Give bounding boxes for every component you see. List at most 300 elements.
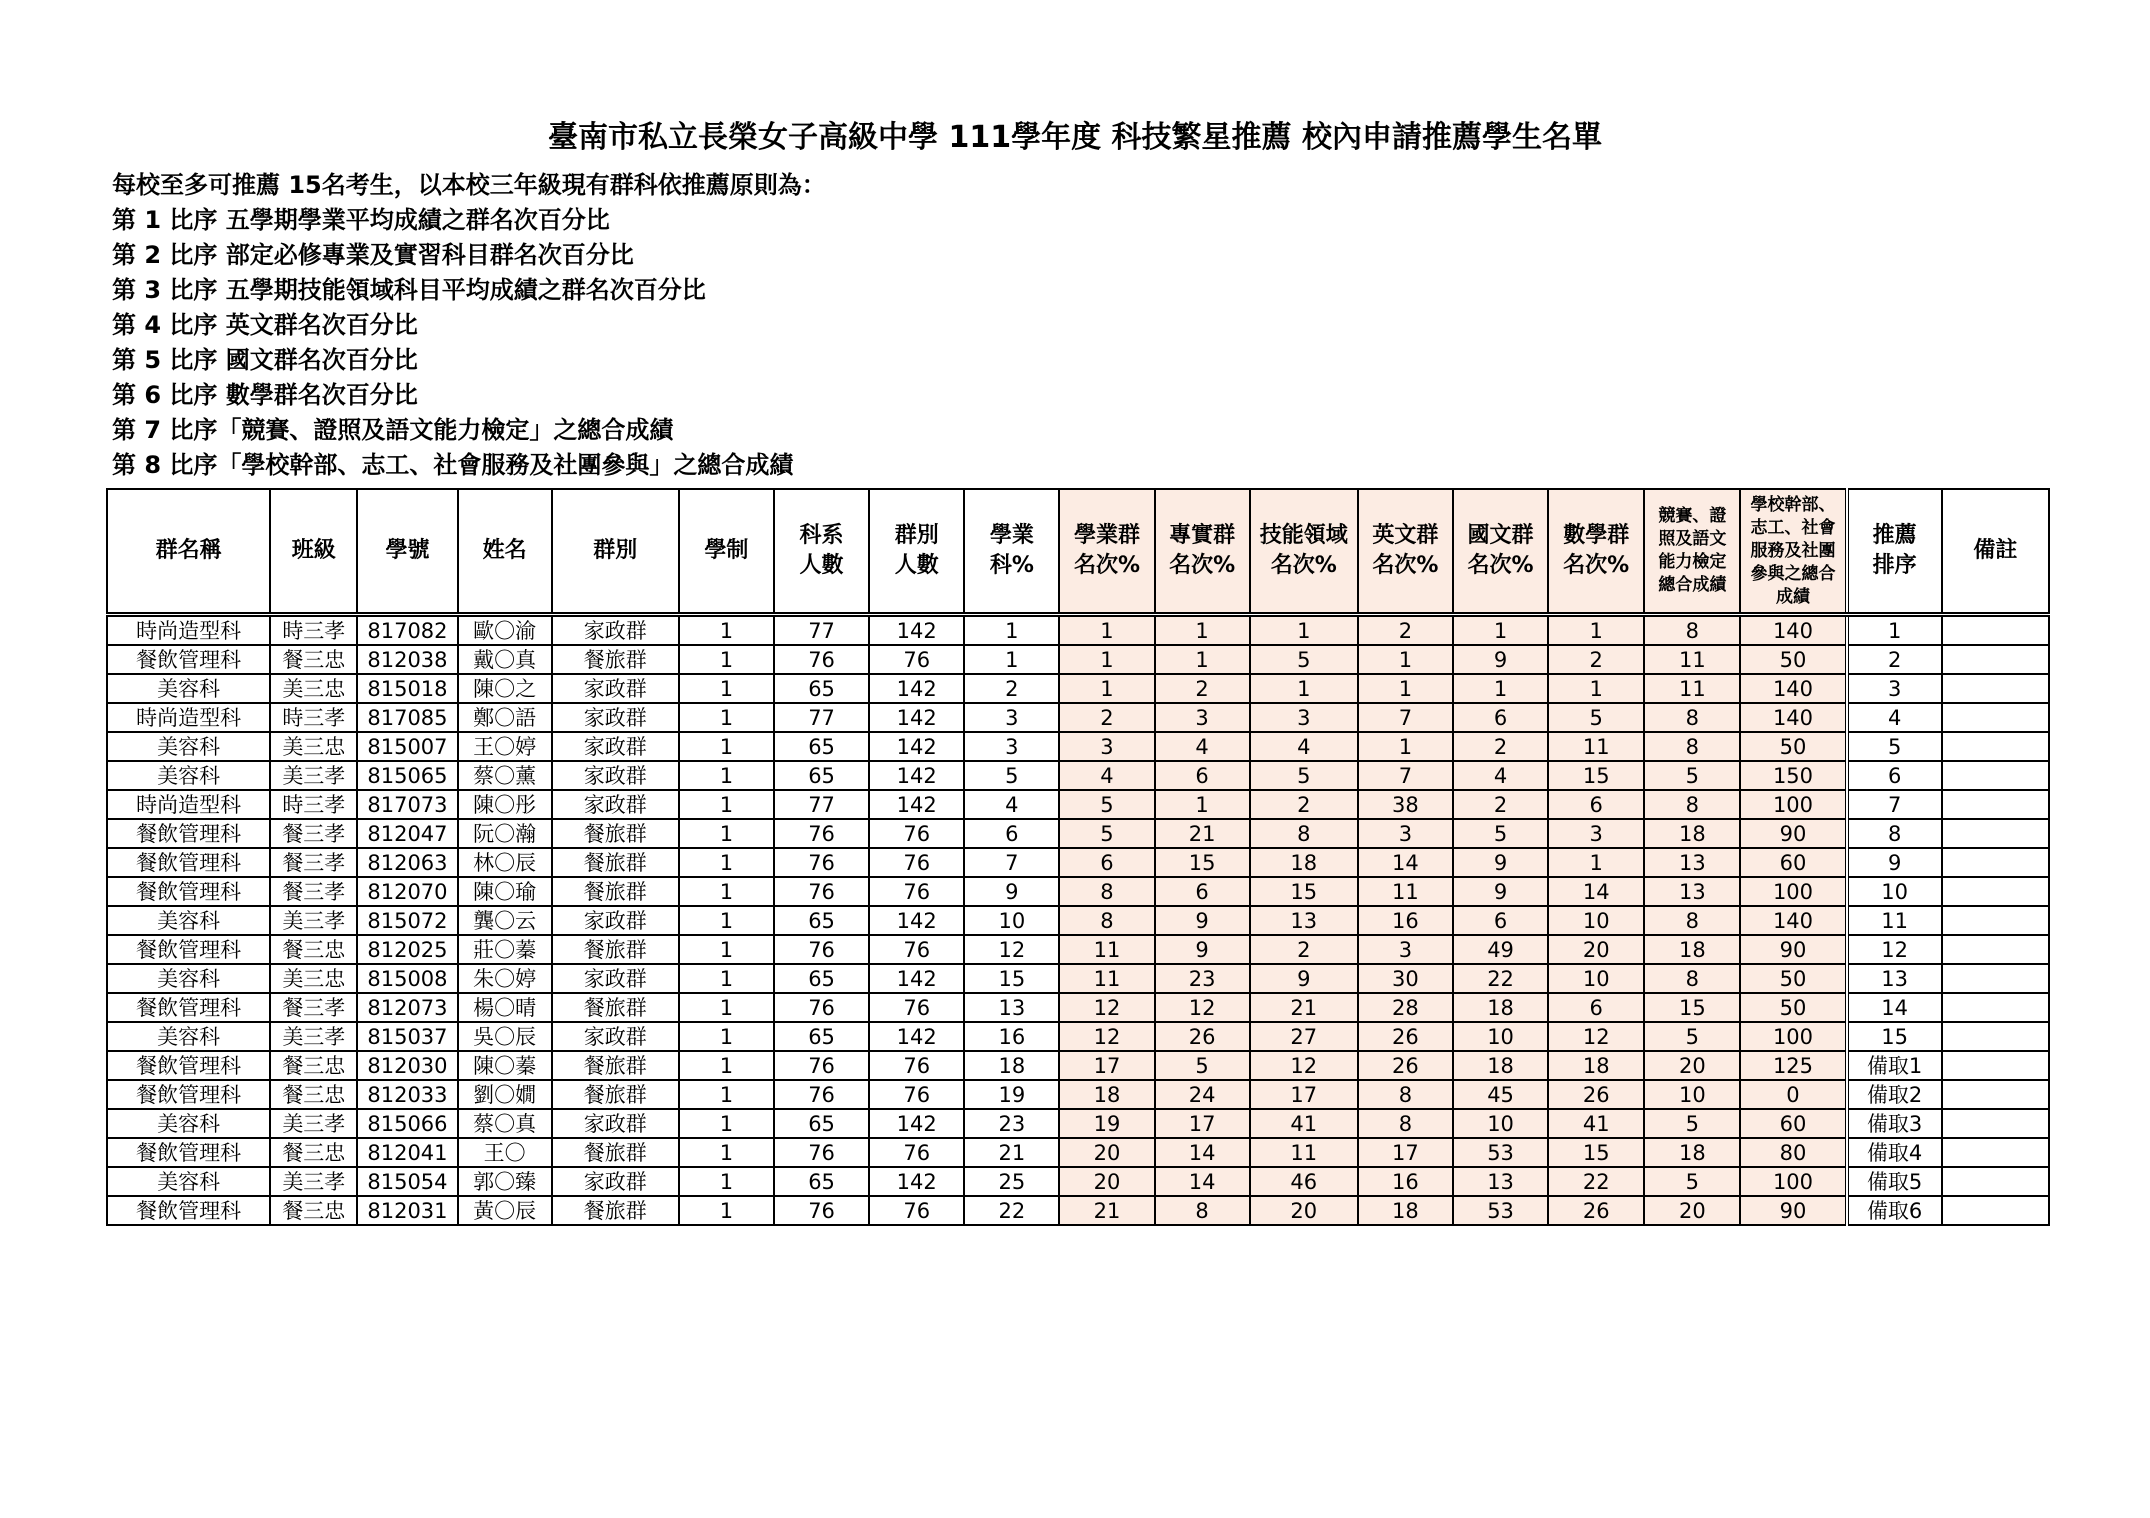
table-row xyxy=(107,1109,2049,1138)
table-cell: 45 xyxy=(1453,1080,1548,1109)
table-cell: 餐飲管理科 xyxy=(107,993,270,1022)
table-cell: 6 xyxy=(1059,848,1154,877)
table-cell: 18 xyxy=(1644,1138,1740,1167)
table-cell: 15 xyxy=(1644,993,1740,1022)
table-cell: 24 xyxy=(1155,1080,1250,1109)
table-cell: 100 xyxy=(1740,1167,1846,1196)
table-cell: 9 xyxy=(1155,935,1250,964)
table-cell: 142 xyxy=(869,1022,964,1051)
table-cell: 25 xyxy=(964,1167,1059,1196)
table-cell: 1 xyxy=(679,964,774,993)
table-cell: 美容科 xyxy=(107,1167,270,1196)
table-cell: 1 xyxy=(1847,615,1942,646)
table-cell: 美容科 xyxy=(107,732,270,761)
table-cell: 812038 xyxy=(357,645,457,674)
table-cell: 26 xyxy=(1548,1080,1644,1109)
table-cell: 50 xyxy=(1740,732,1846,761)
table-cell: 美容科 xyxy=(107,674,270,703)
table-cell: 2 xyxy=(964,674,1059,703)
table-cell: 76 xyxy=(869,645,964,674)
table-cell: 15 xyxy=(1548,761,1644,790)
table-cell: 4 xyxy=(1453,761,1548,790)
table-cell: 812030 xyxy=(357,1051,457,1080)
table-cell: 家政群 xyxy=(552,906,679,935)
table-cell: 1 xyxy=(1250,674,1358,703)
table-cell: 1 xyxy=(1250,615,1358,646)
table-cell: 30 xyxy=(1358,964,1453,993)
table-cell: 美容科 xyxy=(107,906,270,935)
table-cell: 18 xyxy=(1358,1196,1453,1225)
table-cell: 1 xyxy=(1358,732,1453,761)
table-cell: 125 xyxy=(1740,1051,1846,1080)
table-row xyxy=(107,645,2049,674)
table-cell: 楊〇晴 xyxy=(458,993,552,1022)
table-cell: 7 xyxy=(964,848,1059,877)
table-cell: 815007 xyxy=(357,732,457,761)
table-cell: 餐旅群 xyxy=(552,848,679,877)
table-cell: 19 xyxy=(1059,1109,1154,1138)
table-cell: 76 xyxy=(869,935,964,964)
table-cell: 12 xyxy=(1250,1051,1358,1080)
table-row xyxy=(107,761,2049,790)
table-row xyxy=(107,703,2049,732)
table-cell: 餐飲管理科 xyxy=(107,1051,270,1080)
table-cell: 6 xyxy=(1155,761,1250,790)
table-cell: 1 xyxy=(679,877,774,906)
table-cell: 38 xyxy=(1358,790,1453,819)
table-cell: 50 xyxy=(1740,964,1846,993)
table-cell: 18 xyxy=(1453,1051,1548,1080)
table-cell: 7 xyxy=(1358,703,1453,732)
column-header-17: 推薦 排序 xyxy=(1847,489,1942,615)
rule-2: 第 2 比序 部定必修專業及實習科目群名次百分比 xyxy=(112,241,634,269)
table-cell: 10 xyxy=(1453,1109,1548,1138)
table-cell: 13 xyxy=(1453,1167,1548,1196)
table-cell: 60 xyxy=(1740,1109,1846,1138)
table-cell: 100 xyxy=(1740,790,1846,819)
table-cell: 1 xyxy=(1059,645,1154,674)
table-cell: 陳〇彤 xyxy=(458,790,552,819)
table-cell: 8 xyxy=(1644,906,1740,935)
table-cell: 16 xyxy=(964,1022,1059,1051)
table-cell: 美容科 xyxy=(107,1109,270,1138)
table-cell: 65 xyxy=(774,732,869,761)
table-cell: 53 xyxy=(1453,1196,1548,1225)
table-row xyxy=(107,1167,2049,1196)
table-cell: 7 xyxy=(1358,761,1453,790)
table-cell: 餐旅群 xyxy=(552,993,679,1022)
table-cell: 1 xyxy=(679,615,774,646)
table-cell: 10 xyxy=(1453,1022,1548,1051)
table-cell: 餐旅群 xyxy=(552,935,679,964)
table-cell: 戴〇真 xyxy=(458,645,552,674)
column-header-18: 備註 xyxy=(1942,489,2049,615)
table-cell xyxy=(1942,645,2049,674)
table-cell: 16 xyxy=(1358,906,1453,935)
table-cell: 21 xyxy=(1250,993,1358,1022)
table-cell: 7 xyxy=(1847,790,1942,819)
table-cell: 10 xyxy=(1644,1080,1740,1109)
table-cell: 23 xyxy=(1155,964,1250,993)
table-cell: 76 xyxy=(869,1080,964,1109)
table-cell: 餐飲管理科 xyxy=(107,1138,270,1167)
table-cell: 餐旅群 xyxy=(552,1051,679,1080)
table-cell: 9 xyxy=(1155,906,1250,935)
table-cell: 76 xyxy=(774,1080,869,1109)
table-cell: 蔡〇真 xyxy=(458,1109,552,1138)
table-cell: 家政群 xyxy=(552,703,679,732)
column-header-3: 姓名 xyxy=(458,489,552,615)
table-cell: 林〇辰 xyxy=(458,848,552,877)
table-cell: 15 xyxy=(964,964,1059,993)
table-cell: 90 xyxy=(1740,819,1846,848)
table-cell: 0 xyxy=(1740,1080,1846,1109)
table-row xyxy=(107,1138,2049,1167)
table-cell: 備取1 xyxy=(1847,1051,1942,1080)
table-cell: 13 xyxy=(1644,877,1740,906)
student-table xyxy=(106,488,2050,1226)
table-cell: 3 xyxy=(1059,732,1154,761)
table-cell: 王〇 xyxy=(458,1138,552,1167)
table-cell: 1 xyxy=(679,1196,774,1225)
table-cell: 76 xyxy=(774,935,869,964)
table-cell: 142 xyxy=(869,703,964,732)
table-cell: 53 xyxy=(1453,1138,1548,1167)
table-cell: 140 xyxy=(1740,674,1846,703)
column-header-10: 專實群 名次% xyxy=(1155,489,1250,615)
table-cell: 2 xyxy=(1155,674,1250,703)
table-cell: 3 xyxy=(1250,703,1358,732)
table-cell: 6 xyxy=(1453,906,1548,935)
table-cell: 家政群 xyxy=(552,964,679,993)
table-cell: 家政群 xyxy=(552,761,679,790)
table-cell: 18 xyxy=(1548,1051,1644,1080)
table-cell: 18 xyxy=(964,1051,1059,1080)
table-cell: 劉〇嫺 xyxy=(458,1080,552,1109)
table-cell: 家政群 xyxy=(552,732,679,761)
table-cell: 6 xyxy=(1548,790,1644,819)
table-cell: 1 xyxy=(964,615,1059,646)
table-cell: 美容科 xyxy=(107,761,270,790)
table-cell: 76 xyxy=(774,877,869,906)
table-cell: 812025 xyxy=(357,935,457,964)
table-cell: 8 xyxy=(1155,1196,1250,1225)
table-cell: 8 xyxy=(1059,906,1154,935)
table-cell: 812041 xyxy=(357,1138,457,1167)
table-cell: 22 xyxy=(1453,964,1548,993)
table-cell: 2 xyxy=(1847,645,1942,674)
table-cell xyxy=(1942,732,2049,761)
table-cell: 65 xyxy=(774,761,869,790)
table-cell: 備取4 xyxy=(1847,1138,1942,1167)
table-cell: 8 xyxy=(1059,877,1154,906)
table-cell: 20 xyxy=(1059,1138,1154,1167)
table-cell: 餐飲管理科 xyxy=(107,645,270,674)
column-header-1: 班級 xyxy=(270,489,357,615)
table-cell: 美容科 xyxy=(107,1022,270,1051)
table-cell: 76 xyxy=(869,877,964,906)
table-cell: 美三孝 xyxy=(270,1109,357,1138)
table-cell: 美三忠 xyxy=(270,964,357,993)
table-cell: 1 xyxy=(1155,790,1250,819)
table-cell: 美三忠 xyxy=(270,674,357,703)
table-cell: 76 xyxy=(774,848,869,877)
column-header-14: 數學群 名次% xyxy=(1548,489,1644,615)
table-cell: 18 xyxy=(1644,819,1740,848)
column-header-5: 學制 xyxy=(679,489,774,615)
table-row xyxy=(107,935,2049,964)
table-cell: 77 xyxy=(774,790,869,819)
table-cell xyxy=(1942,1138,2049,1167)
table-cell: 餐三忠 xyxy=(270,1080,357,1109)
table-cell: 美容科 xyxy=(107,964,270,993)
table-cell: 莊〇蓁 xyxy=(458,935,552,964)
table-cell: 8 xyxy=(1644,964,1740,993)
table-cell: 18 xyxy=(1059,1080,1154,1109)
table-cell: 1 xyxy=(679,790,774,819)
table-cell: 5 xyxy=(1644,761,1740,790)
table-row xyxy=(107,819,2049,848)
table-cell xyxy=(1942,615,2049,646)
table-cell: 142 xyxy=(869,906,964,935)
table-cell: 8 xyxy=(1644,615,1740,646)
table-cell: 家政群 xyxy=(552,1167,679,1196)
recommendation-rules xyxy=(112,168,826,483)
table-cell: 備取2 xyxy=(1847,1080,1942,1109)
column-header-0: 群名稱 xyxy=(107,489,270,615)
table-cell: 餐飲管理科 xyxy=(107,935,270,964)
table-cell: 140 xyxy=(1740,703,1846,732)
column-header-11: 技能領域 名次% xyxy=(1250,489,1358,615)
table-cell: 20 xyxy=(1250,1196,1358,1225)
table-cell: 1 xyxy=(1548,615,1644,646)
table-cell: 美三孝 xyxy=(270,906,357,935)
table-cell: 餐三忠 xyxy=(270,1138,357,1167)
table-cell: 5 xyxy=(1548,703,1644,732)
table-cell: 90 xyxy=(1740,1196,1846,1225)
table-cell: 65 xyxy=(774,1167,869,1196)
rule-intro: 每校至多可推薦 15名考生，以本校三年級現有群科依推薦原則為： xyxy=(112,171,826,199)
table-cell: 65 xyxy=(774,906,869,935)
table-cell: 76 xyxy=(869,848,964,877)
table-cell: 餐旅群 xyxy=(552,1080,679,1109)
table-cell: 5 xyxy=(1059,790,1154,819)
table-cell: 家政群 xyxy=(552,790,679,819)
table-cell: 2 xyxy=(1453,790,1548,819)
table-cell: 14 xyxy=(1155,1138,1250,1167)
table-cell: 100 xyxy=(1740,877,1846,906)
table-cell: 9 xyxy=(964,877,1059,906)
table-cell: 吳〇辰 xyxy=(458,1022,552,1051)
table-cell: 142 xyxy=(869,761,964,790)
table-cell: 5 xyxy=(1250,645,1358,674)
table-cell: 1 xyxy=(679,993,774,1022)
table-cell: 815037 xyxy=(357,1022,457,1051)
table-cell: 17 xyxy=(1155,1109,1250,1138)
table-cell: 5 xyxy=(1644,1022,1740,1051)
table-cell: 餐旅群 xyxy=(552,1138,679,1167)
table-cell: 1 xyxy=(1155,615,1250,646)
table-cell: 100 xyxy=(1740,1022,1846,1051)
table-cell: 4 xyxy=(1155,732,1250,761)
table-cell xyxy=(1942,1196,2049,1225)
table-cell: 備取5 xyxy=(1847,1167,1942,1196)
table-cell: 21 xyxy=(1155,819,1250,848)
table-cell: 17 xyxy=(1250,1080,1358,1109)
table-row xyxy=(107,1051,2049,1080)
table-cell: 1 xyxy=(679,819,774,848)
table-cell: 49 xyxy=(1453,935,1548,964)
table-cell: 餐三孝 xyxy=(270,993,357,1022)
table-cell: 6 xyxy=(1548,993,1644,1022)
table-cell: 時尚造型科 xyxy=(107,615,270,646)
table-cell: 時三孝 xyxy=(270,615,357,646)
table-cell: 142 xyxy=(869,674,964,703)
table-cell: 10 xyxy=(964,906,1059,935)
table-cell: 60 xyxy=(1740,848,1846,877)
table-cell xyxy=(1942,790,2049,819)
table-cell: 時三孝 xyxy=(270,790,357,819)
table-cell: 142 xyxy=(869,1167,964,1196)
table-cell: 50 xyxy=(1740,645,1846,674)
table-cell: 142 xyxy=(869,615,964,646)
table-cell: 11 xyxy=(1847,906,1942,935)
table-cell: 10 xyxy=(1548,964,1644,993)
table-cell: 餐三忠 xyxy=(270,1051,357,1080)
table-cell: 41 xyxy=(1548,1109,1644,1138)
table-cell: 16 xyxy=(1358,1167,1453,1196)
table-cell: 黃〇辰 xyxy=(458,1196,552,1225)
table-cell: 812070 xyxy=(357,877,457,906)
table-cell: 6 xyxy=(1155,877,1250,906)
table-cell: 家政群 xyxy=(552,674,679,703)
table-cell: 26 xyxy=(1358,1022,1453,1051)
table-cell: 76 xyxy=(774,1196,869,1225)
table-cell: 65 xyxy=(774,964,869,993)
table-cell: 1 xyxy=(679,1138,774,1167)
table-row xyxy=(107,848,2049,877)
table-cell: 餐旅群 xyxy=(552,1196,679,1225)
column-header-6: 科系 人數 xyxy=(774,489,869,615)
table-cell: 13 xyxy=(1644,848,1740,877)
table-cell: 15 xyxy=(1155,848,1250,877)
table-cell: 17 xyxy=(1358,1138,1453,1167)
table-cell: 21 xyxy=(1059,1196,1154,1225)
table-cell: 2 xyxy=(1250,935,1358,964)
table-cell: 12 xyxy=(1548,1022,1644,1051)
table-cell: 1 xyxy=(679,703,774,732)
table-cell: 46 xyxy=(1250,1167,1358,1196)
table-cell: 餐飲管理科 xyxy=(107,1196,270,1225)
table-cell: 15 xyxy=(1250,877,1358,906)
table-cell: 餐旅群 xyxy=(552,819,679,848)
table-cell xyxy=(1942,935,2049,964)
table-cell: 1 xyxy=(1453,674,1548,703)
table-cell: 8 xyxy=(1644,732,1740,761)
table-cell: 142 xyxy=(869,964,964,993)
table-cell: 77 xyxy=(774,615,869,646)
table-cell: 76 xyxy=(869,1051,964,1080)
table-cell: 6 xyxy=(1847,761,1942,790)
table-cell: 餐飲管理科 xyxy=(107,877,270,906)
table-cell: 14 xyxy=(1847,993,1942,1022)
table-cell: 1 xyxy=(964,645,1059,674)
table-cell: 3 xyxy=(1548,819,1644,848)
table-cell: 76 xyxy=(869,993,964,1022)
table-cell: 1 xyxy=(1548,674,1644,703)
table-cell: 20 xyxy=(1644,1051,1740,1080)
table-cell: 76 xyxy=(774,645,869,674)
table-cell: 17 xyxy=(1059,1051,1154,1080)
table-cell: 美三孝 xyxy=(270,761,357,790)
table-cell xyxy=(1942,993,2049,1022)
table-cell: 4 xyxy=(1250,732,1358,761)
table-cell: 餐飲管理科 xyxy=(107,1080,270,1109)
table-cell xyxy=(1942,848,2049,877)
table-cell xyxy=(1942,1022,2049,1051)
table-row xyxy=(107,877,2049,906)
table-cell: 餐三孝 xyxy=(270,848,357,877)
column-header-13: 國文群 名次% xyxy=(1453,489,1548,615)
table-cell: 3 xyxy=(964,703,1059,732)
table-cell: 2 xyxy=(1453,732,1548,761)
table-cell: 8 xyxy=(1847,819,1942,848)
table-cell: 18 xyxy=(1644,935,1740,964)
table-cell xyxy=(1942,703,2049,732)
page-title: 臺南市私立長榮女子高級中學 111學年度 科技繁星推薦 校內申請推薦學生名單 xyxy=(548,120,1602,155)
table-cell: 15 xyxy=(1548,1138,1644,1167)
column-header-8: 學業 科% xyxy=(964,489,1059,615)
table-cell: 2 xyxy=(1358,615,1453,646)
table-cell: 27 xyxy=(1250,1022,1358,1051)
table-row xyxy=(107,906,2049,935)
table-body xyxy=(107,615,2049,1226)
column-header-16: 學校幹部、 志工、社會 服務及社團 參與之總合 成績 xyxy=(1740,489,1846,615)
table-cell: 815065 xyxy=(357,761,457,790)
table-cell: 時尚造型科 xyxy=(107,790,270,819)
column-header-2: 學號 xyxy=(357,489,457,615)
table-cell: 812063 xyxy=(357,848,457,877)
table-cell: 76 xyxy=(869,819,964,848)
column-header-7: 群別 人數 xyxy=(869,489,964,615)
table-cell: 80 xyxy=(1740,1138,1846,1167)
table-cell: 家政群 xyxy=(552,615,679,646)
table-cell: 1 xyxy=(679,1051,774,1080)
table-cell: 1 xyxy=(1453,615,1548,646)
table-cell: 817073 xyxy=(357,790,457,819)
table-cell: 77 xyxy=(774,703,869,732)
table-cell: 5 xyxy=(1644,1109,1740,1138)
column-header-4: 群別 xyxy=(552,489,679,615)
table-cell xyxy=(1942,906,2049,935)
table-cell: 12 xyxy=(964,935,1059,964)
table-cell: 備取3 xyxy=(1847,1109,1942,1138)
table-cell: 15 xyxy=(1847,1022,1942,1051)
table-cell: 26 xyxy=(1548,1196,1644,1225)
table-cell: 1 xyxy=(679,674,774,703)
table-cell: 13 xyxy=(1250,906,1358,935)
table-cell: 142 xyxy=(869,732,964,761)
table-cell: 812031 xyxy=(357,1196,457,1225)
table-cell: 812047 xyxy=(357,819,457,848)
table-cell: 14 xyxy=(1548,877,1644,906)
table-row xyxy=(107,674,2049,703)
table-cell: 1 xyxy=(1059,615,1154,646)
table-cell: 家政群 xyxy=(552,1022,679,1051)
table-cell: 餐三忠 xyxy=(270,645,357,674)
table-cell: 3 xyxy=(1155,703,1250,732)
table-cell: 76 xyxy=(869,1196,964,1225)
